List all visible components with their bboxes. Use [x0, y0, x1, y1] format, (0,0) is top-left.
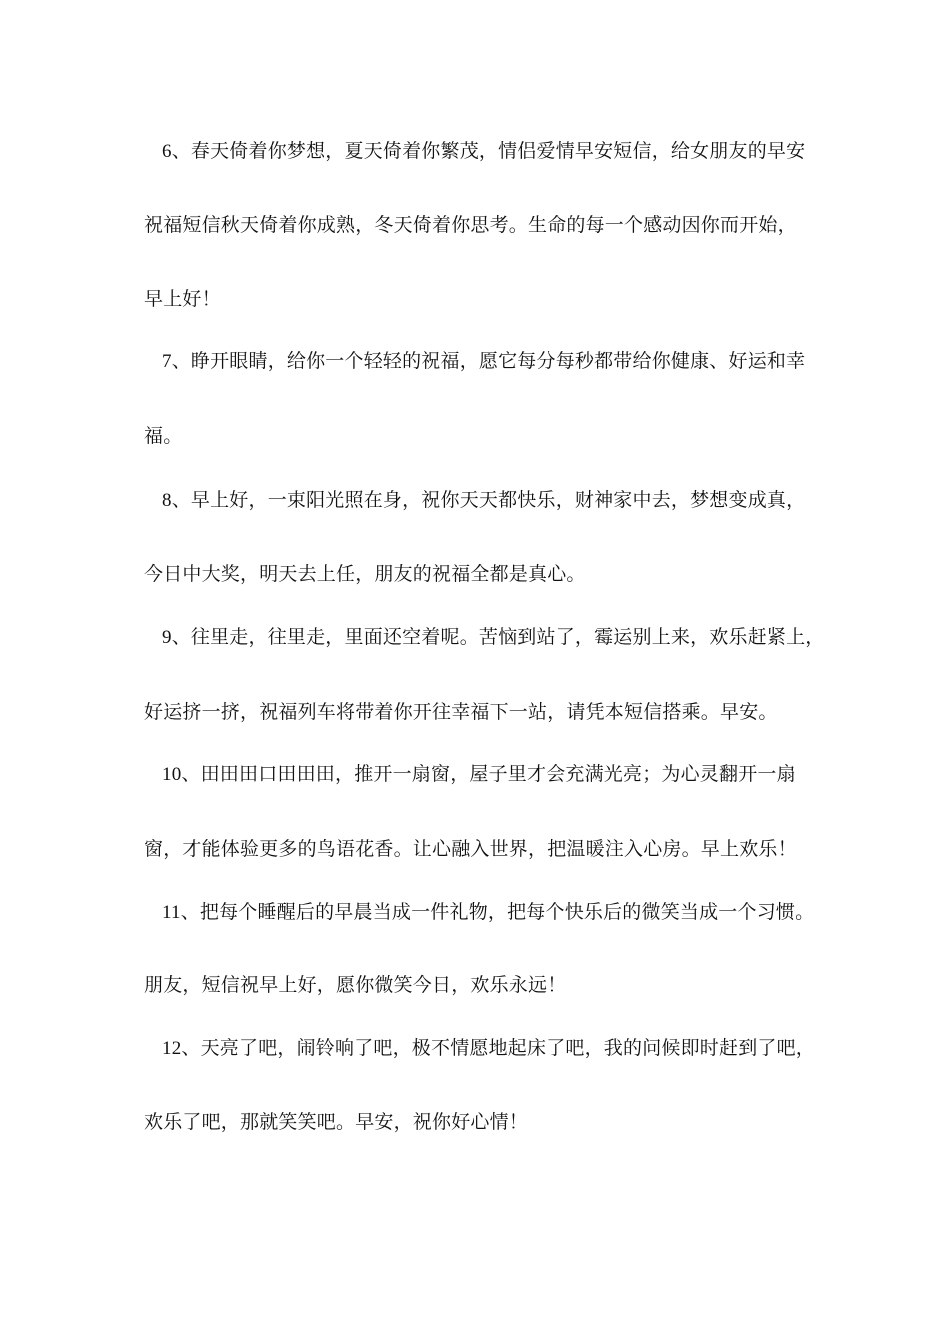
- paragraph-11-line-1: [162, 898, 842, 927]
- paragraph-8-line-1: [162, 486, 842, 515]
- paragraph-number: 8: [162, 490, 172, 511]
- paragraph-number: 7: [162, 351, 172, 372]
- paragraph-text: 、天亮了吧，闹铃响了吧，极不情愿地起床了吧，我的问候即时赶到了吧，: [181, 1037, 816, 1059]
- paragraph-9-line-1: [162, 623, 842, 652]
- paragraph-6-line-3: 早上好！: [144, 288, 221, 310]
- paragraph-text: 、把每个睡醒后的早晨当成一件礼物，把每个快乐后的微笑当成一个习惯。: [180, 901, 815, 923]
- paragraph-number: 6: [162, 141, 172, 162]
- paragraph-8-line-2: 今日中大奖，明天去上任，朋友的祝福全都是真心。: [144, 563, 586, 585]
- paragraph-text: 、田田田口田田田，推开一扇窗，屋子里才会充满光亮；为心灵翻开一扇: [181, 763, 796, 785]
- paragraph-6-line-2: 祝福短信秋天倚着你成熟，冬天倚着你思考。生命的每一个感动因你而开始，: [144, 214, 797, 236]
- paragraph-12-line-1: [162, 1034, 842, 1063]
- paragraph-number: 12: [162, 1038, 182, 1059]
- paragraph-number: 10: [162, 764, 182, 785]
- paragraph-10-line-2: 窗，才能体验更多的鸟语花香。让心融入世界，把温暖注入心房。早上欢乐！: [144, 838, 797, 860]
- paragraph-number: 9: [162, 627, 172, 648]
- paragraph-text: 、早上好，一束阳光照在身，祝你天天都快乐，财神家中去，梦想变成真，: [171, 489, 806, 511]
- paragraph-text: 、睁开眼睛，给你一个轻轻的祝福，愿它每分每秒都带给你健康、好运和幸: [171, 350, 806, 372]
- paragraph-12-line-2: 欢乐了吧，那就笑笑吧。早安，祝你好心情！: [144, 1111, 529, 1133]
- paragraph-11-line-2: 朋友，短信祝早上好，愿你微笑今日，欢乐永远！: [144, 974, 567, 996]
- paragraph-7-line-1: [162, 347, 842, 376]
- paragraph-text: 、春天倚着你梦想，夏天倚着你繁茂，情侣爱情早安短信，给女朋友的早安: [171, 140, 806, 162]
- paragraph-number: 11: [162, 902, 181, 923]
- paragraph-7-line-2: 福。: [144, 425, 183, 447]
- paragraph-10-line-1: [162, 760, 842, 789]
- paragraph-text: 、往里走，往里走，里面还空着呢。苦恼到站了，霉运别上来，欢乐赶紧上，: [171, 626, 825, 648]
- paragraph-9-line-2: 好运挤一挤，祝福列车将带着你开往幸福下一站，请凭本短信搭乘。早安。: [144, 701, 778, 723]
- paragraph-6-line-1: [162, 137, 842, 166]
